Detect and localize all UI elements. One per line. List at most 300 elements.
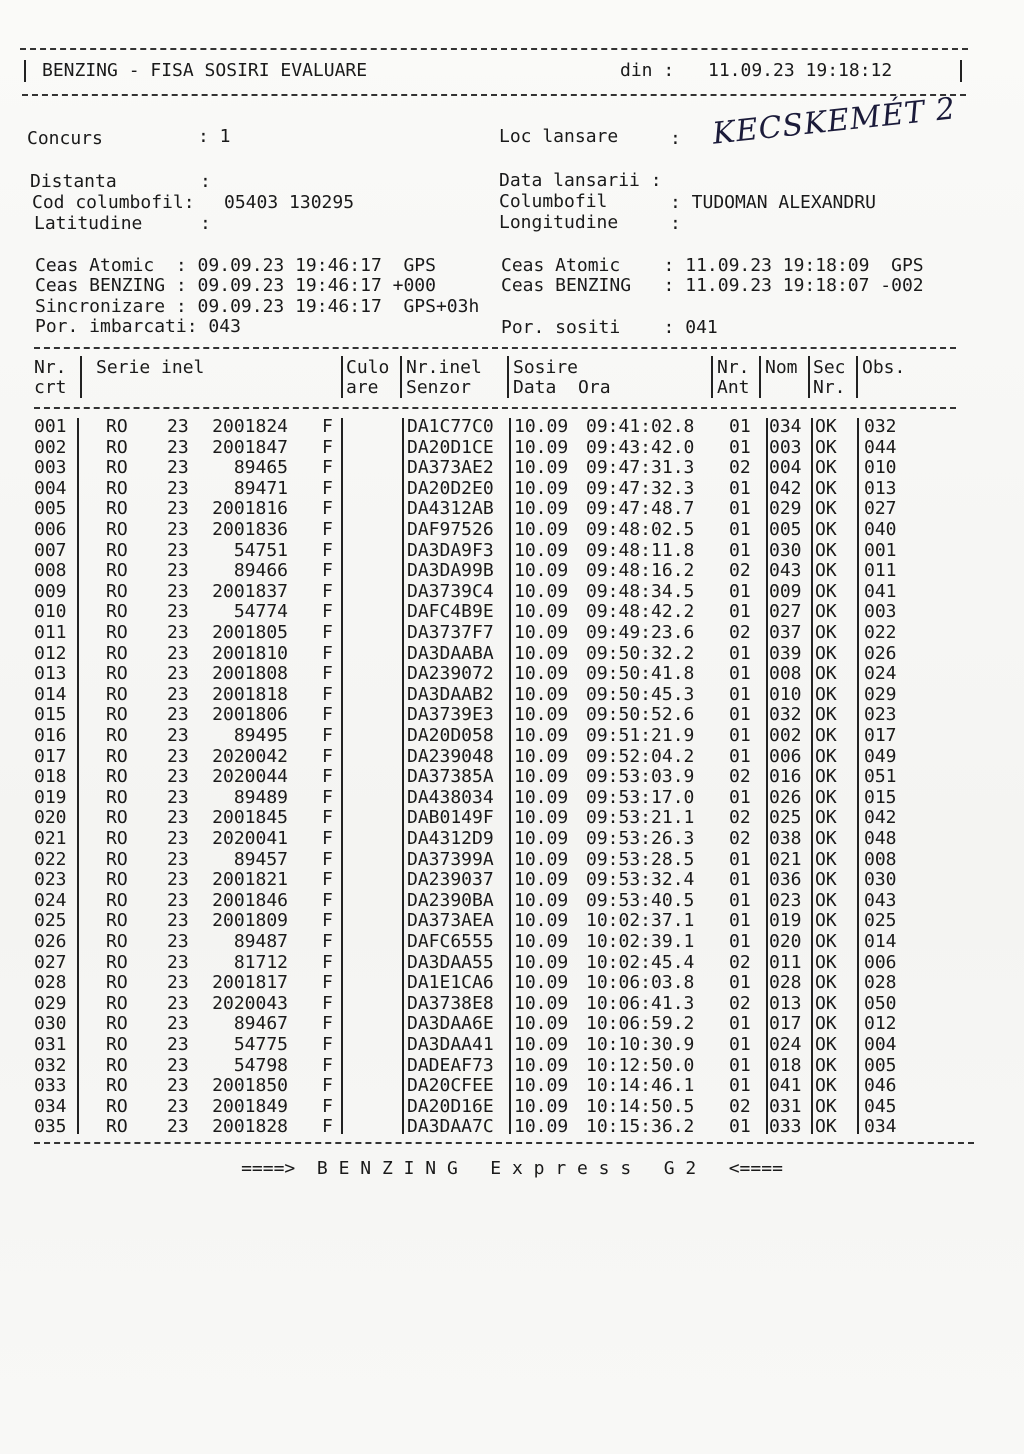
row-sex: F	[322, 1095, 333, 1117]
col-header-nrinel: Nr.inel Senzor	[406, 357, 482, 398]
row-year: 23	[167, 725, 189, 746]
row-sensor: DA373AEA	[407, 910, 494, 932]
row-sex: F	[322, 992, 333, 1014]
row-sex: F	[322, 1116, 333, 1138]
row-obs: 023	[864, 704, 897, 726]
row-obs: 017	[864, 725, 897, 746]
row-obs: 013	[864, 477, 897, 499]
body-col-divider	[341, 418, 343, 1134]
col-divider	[507, 356, 509, 398]
row-nr: 009	[34, 580, 67, 602]
row-antenna: 01	[729, 786, 751, 808]
row-nom: 017	[769, 1013, 802, 1035]
row-sex: F	[322, 848, 333, 870]
row-sex: F	[322, 498, 333, 520]
columbofil-label: Columbofil	[499, 191, 608, 212]
row-nom: 039	[769, 642, 802, 664]
row-country: RO	[106, 663, 128, 685]
row-sensor: DA3DA9F3	[407, 539, 494, 561]
row-time: 09:48:34.5	[586, 580, 695, 602]
row-sensor: DA4312D9	[407, 828, 494, 849]
row-obs: 015	[864, 786, 897, 808]
col-header-sosire: Sosire Data Ora	[513, 357, 611, 398]
row-sec: OK	[815, 683, 837, 705]
row-date: 10.09	[514, 457, 569, 479]
row-nr: 004	[34, 477, 67, 499]
row-antenna: 02	[729, 951, 751, 973]
row-obs: 008	[864, 848, 897, 870]
row-nom: 009	[769, 580, 802, 602]
row-ring: 2001849	[212, 1095, 288, 1117]
row-year: 23	[167, 704, 189, 726]
row-year: 23	[167, 683, 189, 705]
row-year: 23	[167, 1116, 189, 1138]
row-year: 23	[167, 498, 189, 520]
row-sensor: DA20D2E0	[407, 477, 494, 499]
row-country: RO	[106, 1034, 128, 1055]
row-year: 23	[167, 560, 189, 582]
row-sex: F	[322, 704, 333, 726]
row-country: RO	[106, 498, 128, 520]
col-header-culoare: Culo are	[346, 357, 390, 398]
row-country: RO	[106, 725, 128, 746]
row-country: RO	[106, 704, 128, 726]
row-obs: 006	[864, 951, 897, 973]
row-date: 10.09	[514, 1095, 569, 1117]
row-antenna: 01	[729, 580, 751, 602]
col-divider	[341, 356, 343, 398]
row-sec: OK	[815, 601, 837, 623]
row-nr: 011	[34, 622, 67, 643]
row-time: 09:50:45.3	[586, 683, 695, 705]
row-obs: 045	[864, 1095, 897, 1117]
clock-right-line: Por. sositi : 041	[501, 317, 718, 338]
row-nom: 028	[769, 972, 802, 994]
row-antenna: 01	[729, 931, 751, 952]
row-ring: 89487	[233, 931, 288, 952]
body-col-divider	[766, 418, 768, 1134]
row-sensor: DA3DAA7C	[407, 1116, 494, 1138]
row-sex: F	[322, 889, 333, 911]
col-header-sec: Sec Nr.	[813, 357, 846, 398]
row-sec: OK	[815, 457, 837, 479]
row-ring: 2001818	[212, 683, 288, 705]
row-ring: 2020044	[212, 766, 288, 788]
row-time: 10:06:03.8	[586, 972, 695, 994]
row-year: 23	[167, 1054, 189, 1076]
row-date: 10.09	[514, 436, 569, 458]
table-row	[0, 582, 1024, 603]
row-year: 23	[167, 642, 189, 664]
row-obs: 012	[864, 1013, 897, 1035]
row-country: RO	[106, 1054, 128, 1076]
row-ring: 2001817	[212, 972, 288, 994]
row-year: 23	[167, 828, 189, 849]
latitudine-sep: :	[200, 213, 211, 234]
top-dashed-rule	[20, 48, 968, 50]
row-date: 10.09	[514, 498, 569, 520]
row-nom: 020	[769, 931, 802, 952]
row-antenna: 02	[729, 766, 751, 788]
row-time: 10:10:30.9	[586, 1034, 695, 1055]
col-header-nr: Nr. crt	[34, 357, 67, 398]
row-time: 10:15:36.2	[586, 1116, 695, 1138]
row-nr: 010	[34, 601, 67, 623]
header-right-bar	[960, 60, 962, 82]
row-obs: 005	[864, 1054, 897, 1076]
row-year: 23	[167, 910, 189, 932]
row-country: RO	[106, 972, 128, 994]
row-date: 10.09	[514, 972, 569, 994]
row-ring: 89489	[233, 786, 288, 808]
col-header-nom: Nom	[765, 357, 798, 378]
table-row	[0, 767, 1024, 788]
table-row	[0, 541, 1024, 562]
row-obs: 048	[864, 828, 897, 849]
row-nom: 041	[769, 1075, 802, 1097]
row-ring: 54798	[233, 1054, 288, 1076]
row-date: 10.09	[514, 869, 569, 891]
row-sensor: DA438034	[407, 786, 494, 808]
row-nom: 011	[769, 951, 802, 973]
row-sex: F	[322, 972, 333, 994]
row-year: 23	[167, 992, 189, 1014]
table-row	[0, 623, 1024, 644]
body-col-divider	[402, 418, 404, 1134]
row-sec: OK	[815, 951, 837, 973]
row-sensor: DA2390BA	[407, 889, 494, 911]
row-country: RO	[106, 745, 128, 767]
row-nom: 033	[769, 1116, 802, 1138]
clock-right-line: Ceas Atomic : 11.09.23 19:18:09 GPS	[501, 255, 924, 276]
table-row	[0, 747, 1024, 768]
row-nr: 031	[34, 1034, 67, 1055]
row-time: 09:53:03.9	[586, 766, 695, 788]
row-sec: OK	[815, 704, 837, 726]
row-sex: F	[322, 766, 333, 788]
row-nom: 031	[769, 1095, 802, 1117]
row-sec: OK	[815, 1116, 837, 1138]
table-row	[0, 664, 1024, 685]
col-header-serie: Serie inel	[96, 357, 205, 378]
row-nom: 042	[769, 477, 802, 499]
row-time: 09:48:02.5	[586, 519, 695, 540]
distanta-sep: :	[200, 171, 211, 192]
row-sex: F	[322, 1075, 333, 1097]
row-country: RO	[106, 457, 128, 479]
row-antenna: 01	[729, 704, 751, 726]
row-country: RO	[106, 766, 128, 788]
row-obs: 022	[864, 622, 897, 643]
latitudine-label: Latitudine	[34, 213, 143, 234]
row-date: 10.09	[514, 992, 569, 1014]
row-ring: 89467	[233, 1013, 288, 1035]
row-nr: 022	[34, 848, 67, 870]
row-date: 10.09	[514, 889, 569, 911]
row-sensor: DA20CFEE	[407, 1075, 494, 1097]
row-country: RO	[106, 786, 128, 808]
row-ring: 2001845	[212, 807, 288, 829]
row-country: RO	[106, 848, 128, 870]
row-date: 10.09	[514, 828, 569, 849]
row-country: RO	[106, 642, 128, 664]
row-year: 23	[167, 869, 189, 891]
row-antenna: 01	[729, 745, 751, 767]
row-nr: 017	[34, 745, 67, 767]
table-row	[0, 561, 1024, 582]
row-year: 23	[167, 1034, 189, 1055]
row-sensor: DA3739C4	[407, 580, 494, 602]
row-nr: 012	[34, 642, 67, 664]
body-col-divider	[509, 418, 511, 1134]
row-year: 23	[167, 807, 189, 829]
row-date: 10.09	[514, 704, 569, 726]
row-year: 23	[167, 786, 189, 808]
row-sex: F	[322, 560, 333, 582]
row-obs: 051	[864, 766, 897, 788]
row-nr: 018	[34, 766, 67, 788]
row-sec: OK	[815, 786, 837, 808]
row-date: 10.09	[514, 807, 569, 829]
clock-right-line: Ceas BENZING : 11.09.23 19:18:07 -002	[501, 275, 924, 296]
clock-left-line: Por. imbarcati: 043	[35, 316, 241, 337]
col-divider	[856, 356, 858, 398]
row-sensor: DA20D16E	[407, 1095, 494, 1117]
row-sensor: DAB0149F	[407, 807, 494, 829]
row-sec: OK	[815, 807, 837, 829]
row-nr: 016	[34, 725, 67, 746]
row-antenna: 02	[729, 1095, 751, 1117]
row-sensor: DA239072	[407, 663, 494, 685]
row-antenna: 01	[729, 1013, 751, 1035]
row-obs: 024	[864, 663, 897, 685]
row-ring: 81712	[233, 951, 288, 973]
row-sec: OK	[815, 539, 837, 561]
row-ring: 2001837	[212, 580, 288, 602]
row-sec: OK	[815, 992, 837, 1014]
row-time: 09:49:23.6	[586, 622, 695, 643]
row-date: 10.09	[514, 848, 569, 870]
row-sensor: DA4312AB	[407, 498, 494, 520]
row-sex: F	[322, 807, 333, 829]
table-row	[0, 1117, 1024, 1138]
row-year: 23	[167, 539, 189, 561]
table-row	[0, 520, 1024, 541]
row-nom: 026	[769, 786, 802, 808]
row-sex: F	[322, 931, 333, 952]
row-date: 10.09	[514, 580, 569, 602]
row-date: 10.09	[514, 1034, 569, 1055]
row-sec: OK	[815, 725, 837, 746]
row-antenna: 02	[729, 622, 751, 643]
row-ring: 2001805	[212, 622, 288, 643]
row-sec: OK	[815, 745, 837, 767]
row-ring: 89457	[233, 848, 288, 870]
row-nom: 010	[769, 683, 802, 705]
row-ring: 2001810	[212, 642, 288, 664]
clock-left-line: Ceas BENZING : 09.09.23 19:46:17 +000	[35, 275, 436, 296]
row-antenna: 01	[729, 436, 751, 458]
row-antenna: 01	[729, 416, 751, 437]
row-ring: 2020041	[212, 828, 288, 849]
row-year: 23	[167, 1095, 189, 1117]
row-obs: 004	[864, 1034, 897, 1055]
row-sensor: DAF97526	[407, 519, 494, 540]
row-ring: 2001846	[212, 889, 288, 911]
row-year: 23	[167, 1075, 189, 1097]
row-date: 10.09	[514, 663, 569, 685]
row-nr: 028	[34, 972, 67, 994]
row-sex: F	[322, 539, 333, 561]
row-nr: 019	[34, 786, 67, 808]
row-sex: F	[322, 477, 333, 499]
report-title: BENZING - FISA SOSIRI EVALUARE	[42, 60, 368, 81]
row-nom: 030	[769, 539, 802, 561]
row-ring: 2020043	[212, 992, 288, 1014]
row-obs: 050	[864, 992, 897, 1014]
row-year: 23	[167, 745, 189, 767]
row-nr: 032	[34, 1054, 67, 1076]
table-row	[0, 1035, 1024, 1056]
table-row	[0, 891, 1024, 912]
row-year: 23	[167, 477, 189, 499]
row-date: 10.09	[514, 477, 569, 499]
row-obs: 001	[864, 539, 897, 561]
row-country: RO	[106, 1075, 128, 1097]
row-year: 23	[167, 848, 189, 870]
row-time: 09:53:17.0	[586, 786, 695, 808]
row-nr: 015	[34, 704, 67, 726]
row-sec: OK	[815, 931, 837, 952]
table-row	[0, 438, 1024, 459]
row-nr: 008	[34, 560, 67, 582]
row-year: 23	[167, 889, 189, 911]
row-time: 10:02:37.1	[586, 910, 695, 932]
row-time: 09:48:11.8	[586, 539, 695, 561]
row-sensor: DADEAF73	[407, 1054, 494, 1076]
row-ring: 2001836	[212, 519, 288, 540]
row-sex: F	[322, 580, 333, 602]
row-obs: 041	[864, 580, 897, 602]
col-header-obs: Obs.	[862, 357, 906, 378]
row-country: RO	[106, 1116, 128, 1138]
row-sex: F	[322, 683, 333, 705]
row-sensor: DA3DAA6E	[407, 1013, 494, 1035]
table-row	[0, 953, 1024, 974]
row-sex: F	[322, 910, 333, 932]
row-sex: F	[322, 828, 333, 849]
longitudine-label: Longitudine	[499, 212, 619, 233]
row-nom: 036	[769, 869, 802, 891]
row-sec: OK	[815, 436, 837, 458]
clock-left-line: Ceas Atomic : 09.09.23 19:46:17 GPS	[35, 255, 436, 276]
row-antenna: 01	[729, 889, 751, 911]
header-dashed-rule	[22, 94, 966, 96]
row-sec: OK	[815, 766, 837, 788]
row-country: RO	[106, 807, 128, 829]
row-year: 23	[167, 931, 189, 952]
row-year: 23	[167, 766, 189, 788]
row-country: RO	[106, 951, 128, 973]
row-sensor: DA373AE2	[407, 457, 494, 479]
row-obs: 044	[864, 436, 897, 458]
row-obs: 025	[864, 910, 897, 932]
row-nom: 023	[769, 889, 802, 911]
row-sec: OK	[815, 622, 837, 643]
body-col-divider	[857, 418, 859, 1134]
row-obs: 014	[864, 931, 897, 952]
row-antenna: 01	[729, 725, 751, 746]
row-country: RO	[106, 910, 128, 932]
row-ring: 2001821	[212, 869, 288, 891]
row-time: 10:02:45.4	[586, 951, 695, 973]
row-year: 23	[167, 457, 189, 479]
col-header-ant: Nr. Ant	[717, 357, 750, 398]
row-sec: OK	[815, 828, 837, 849]
row-country: RO	[106, 519, 128, 540]
row-time: 10:12:50.0	[586, 1054, 695, 1076]
row-sensor: DA1E1CA6	[407, 972, 494, 994]
row-time: 09:43:42.0	[586, 436, 695, 458]
row-date: 10.09	[514, 1054, 569, 1076]
row-antenna: 02	[729, 992, 751, 1014]
data-lansarii-label: Data lansarii :	[499, 170, 662, 191]
row-time: 09:50:32.2	[586, 642, 695, 664]
row-sensor: DA3738E8	[407, 992, 494, 1014]
row-sex: F	[322, 786, 333, 808]
row-country: RO	[106, 889, 128, 911]
row-time: 10:02:39.1	[586, 931, 695, 952]
row-time: 09:47:48.7	[586, 498, 695, 520]
row-antenna: 02	[729, 807, 751, 829]
row-antenna: 01	[729, 1054, 751, 1076]
row-nom: 025	[769, 807, 802, 829]
row-nr: 005	[34, 498, 67, 520]
row-obs: 011	[864, 560, 897, 582]
row-year: 23	[167, 972, 189, 994]
report-date-label: din :	[620, 60, 675, 81]
row-sensor: DA3737F7	[407, 622, 494, 643]
row-nr: 027	[34, 951, 67, 973]
row-ring: 89471	[233, 477, 288, 499]
row-sec: OK	[815, 1013, 837, 1035]
row-date: 10.09	[514, 416, 569, 437]
table-row	[0, 973, 1024, 994]
row-date: 10.09	[514, 910, 569, 932]
row-sensor: DAFC4B9E	[407, 601, 494, 623]
cod-columbofil-value: 05403 130295	[224, 192, 355, 213]
row-year: 23	[167, 663, 189, 685]
row-country: RO	[106, 869, 128, 891]
table-row	[0, 932, 1024, 953]
row-antenna: 01	[729, 1034, 751, 1055]
row-nom: 038	[769, 828, 802, 849]
row-time: 09:51:21.9	[586, 725, 695, 746]
table-row	[0, 417, 1024, 438]
row-antenna: 01	[729, 683, 751, 705]
row-nom: 021	[769, 848, 802, 870]
row-ring: 2001809	[212, 910, 288, 932]
table-row	[0, 808, 1024, 829]
row-sec: OK	[815, 519, 837, 540]
row-ring: 2001847	[212, 436, 288, 458]
row-sex: F	[322, 622, 333, 643]
row-nom: 016	[769, 766, 802, 788]
row-sensor: DAFC6555	[407, 931, 494, 952]
row-nom: 005	[769, 519, 802, 540]
row-antenna: 02	[729, 457, 751, 479]
row-nr: 024	[34, 889, 67, 911]
